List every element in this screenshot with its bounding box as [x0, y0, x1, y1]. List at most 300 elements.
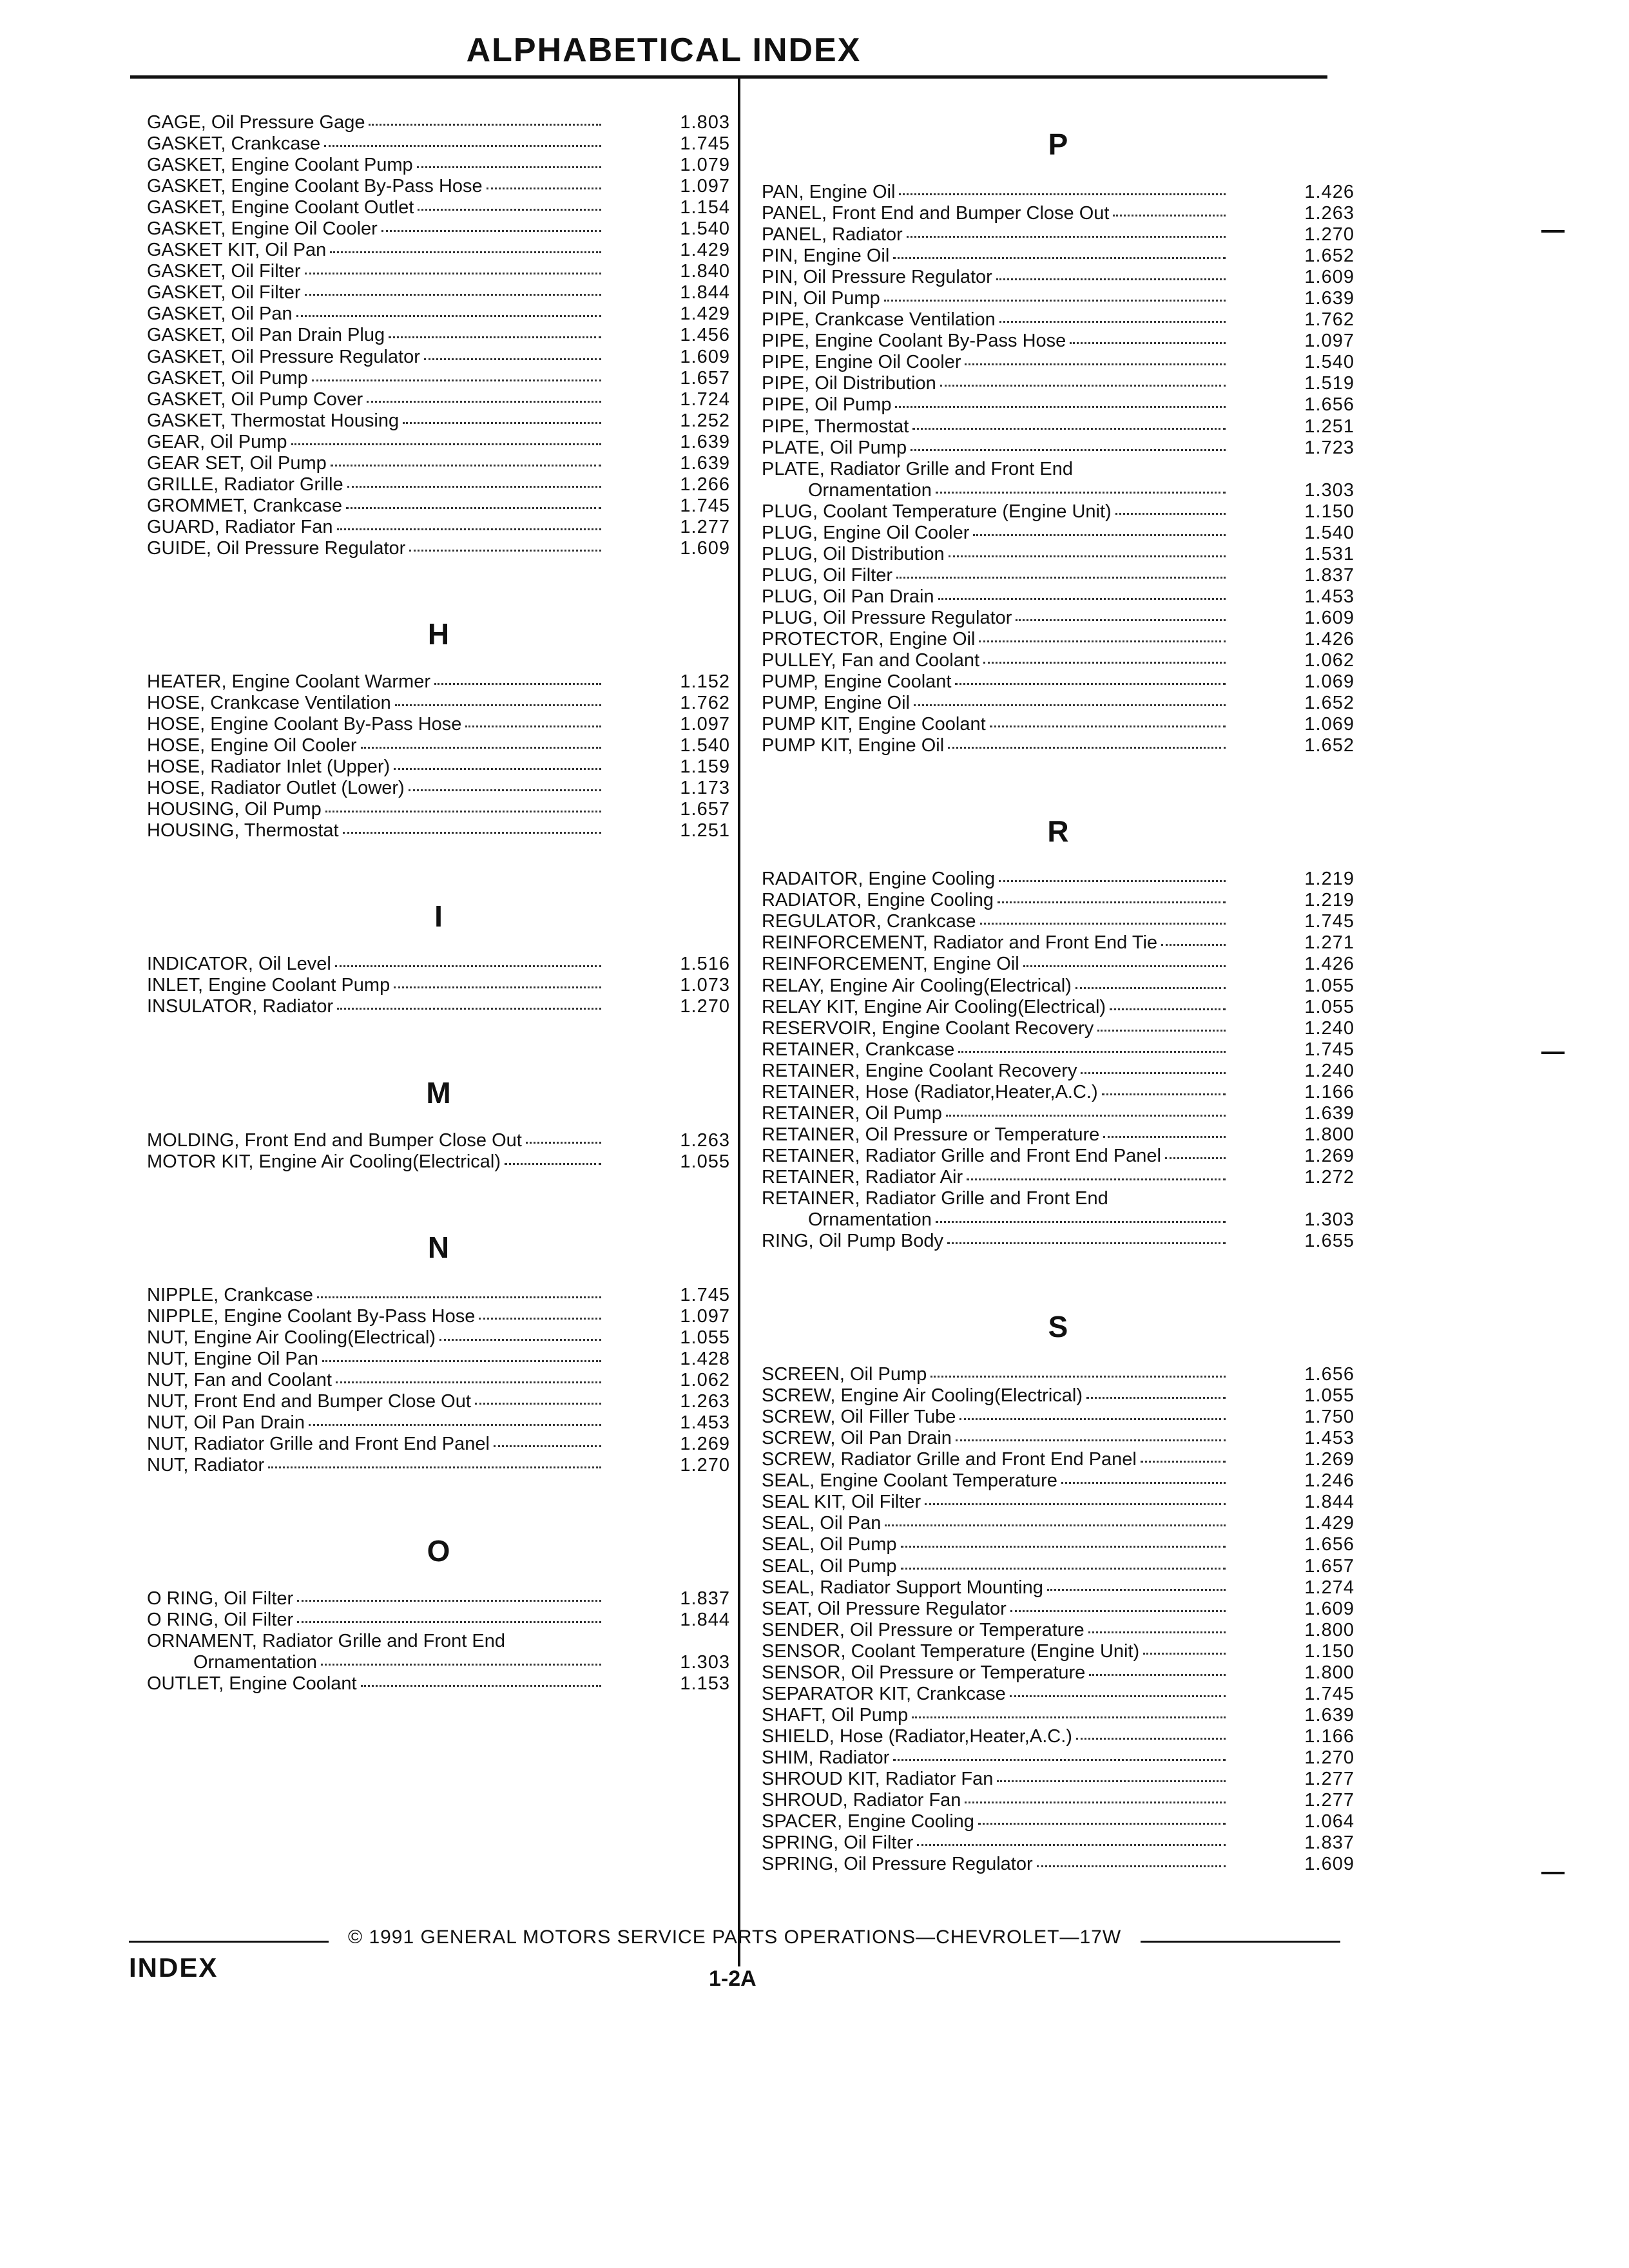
index-entry: [147, 778, 730, 799]
index-entry-continuation: Ornamentation: [193, 1652, 317, 1673]
index-entry-page: 1.251: [680, 820, 730, 841]
index-entry-page: 1.453: [680, 1412, 730, 1433]
leader-dots: [958, 1038, 1226, 1053]
index-entry-page: 1.240: [1304, 1017, 1354, 1039]
index-entry: [762, 1449, 1354, 1470]
index-entry-page: 1.639: [1304, 288, 1354, 309]
index-entry-page: 1.723: [1304, 437, 1354, 458]
index-entry-page: 1.252: [680, 410, 730, 431]
section-letter: M: [426, 1075, 451, 1110]
index-entry-page: 1.656: [1304, 1534, 1354, 1555]
index-entry-page: 1.657: [1304, 1555, 1354, 1577]
index-entry-label: PLATE, Radiator Grille and Front End: [762, 458, 1074, 479]
index-entry-page: 1.428: [680, 1348, 730, 1369]
index-entry-page: 1.055: [680, 1327, 730, 1348]
index-entry-page: 1.097: [680, 1305, 730, 1327]
index-entry: [147, 517, 730, 538]
index-entry-page: 1.426: [1304, 954, 1354, 975]
index-entry-label: GASKET, Thermostat Housing: [147, 410, 400, 431]
index-entry: [147, 1652, 730, 1673]
index-entry: [762, 1492, 1354, 1513]
left-index-column: [147, 112, 730, 1695]
index-entry-label: SCREW, Engine Air Cooling(Electrical): [762, 1385, 1083, 1407]
index-entry: [762, 1790, 1354, 1811]
index-entry-label: PIPE, Thermostat: [762, 416, 909, 437]
index-entry: [762, 544, 1354, 565]
leader-dots: [949, 543, 1226, 557]
index-entry: [762, 932, 1354, 954]
index-entry-page: 1.303: [1304, 479, 1354, 501]
index-entry-label: SPRING, Oil Pressure Regulator: [762, 1854, 1033, 1875]
leader-dots: [381, 217, 601, 232]
index-entry-label: NUT, Engine Air Cooling(Electrical): [147, 1327, 436, 1348]
index-entry-page: 1.055: [1304, 996, 1354, 1017]
index-entry-label: INLET, Engine Coolant Pump: [147, 975, 390, 996]
index-entry-label: GAGE, Oil Pressure Gage: [147, 112, 365, 133]
index-entry-label: GASKET, Oil Pan: [147, 303, 293, 325]
leader-dots: [997, 1767, 1226, 1782]
leader-dots: [312, 367, 601, 381]
index-entry: [762, 416, 1354, 437]
index-entry: [762, 714, 1354, 735]
index-entry: [147, 155, 730, 176]
leader-dots: [956, 1427, 1226, 1441]
index-entry-page: 1.269: [1304, 1449, 1354, 1470]
index-entry: [762, 373, 1354, 394]
index-entry: [762, 203, 1354, 224]
leader-dots: [424, 345, 601, 360]
index-entry-page: 1.609: [1304, 1598, 1354, 1619]
margin-mark: [1541, 230, 1565, 233]
index-entry-label: GASKET, Engine Coolant Outlet: [147, 197, 414, 218]
index-entry-label: SPACER, Engine Cooling: [762, 1811, 974, 1832]
index-entry-label: NIPPLE, Engine Coolant By-Pass Hose: [147, 1305, 476, 1327]
index-entry-label: SHIM, Radiator: [762, 1747, 890, 1768]
index-entry: [762, 331, 1354, 352]
index-entry: [147, 261, 730, 282]
leader-dots: [1081, 1059, 1226, 1074]
leader-dots: [439, 1326, 601, 1341]
index-entry-label: NUT, Engine Oil Pan: [147, 1348, 318, 1369]
leader-dots: [990, 713, 1226, 727]
index-entry-page: 1.652: [1304, 245, 1354, 267]
index-entry-label: HOSE, Radiator Outlet (Lower): [147, 778, 405, 799]
index-entry-label: HEATER, Engine Coolant Warmer: [147, 671, 430, 692]
leader-dots: [305, 281, 602, 296]
leader-dots: [893, 244, 1226, 259]
leader-dots: [912, 1704, 1226, 1718]
index-entry-page: 1.270: [1304, 224, 1354, 245]
index-entry: [762, 1662, 1354, 1684]
leader-dots: [1016, 606, 1226, 621]
index-entry-page: 1.803: [680, 112, 730, 133]
leader-dots: [959, 1405, 1226, 1420]
index-entry-label: GASKET, Oil Pressure Regulator: [147, 346, 420, 367]
index-entry-page: 1.097: [680, 176, 730, 197]
index-entry: [147, 820, 730, 841]
index-entry-label: RING, Oil Pump Body: [762, 1231, 944, 1252]
index-entry-label: RETAINER, Radiator Air: [762, 1166, 963, 1187]
index-entry-label: SHROUD, Radiator Fan: [762, 1790, 961, 1811]
footer-rule-right: [1141, 1941, 1340, 1943]
index-entry-label: SEAL, Radiator Support Mounting: [762, 1577, 1043, 1598]
leader-dots: [1097, 1017, 1226, 1032]
index-entry: [762, 437, 1354, 459]
index-entry-page: 1.837: [680, 1588, 730, 1610]
index-entry-label: GEAR SET, Oil Pump: [147, 452, 327, 474]
title-rule: [130, 75, 1327, 79]
index-entry-page: 1.750: [1304, 1407, 1354, 1428]
index-entry-label: SEAL, Oil Pan: [762, 1513, 882, 1534]
index-entry-page: 1.762: [1304, 309, 1354, 331]
index-entry-label: GASKET KIT, Oil Pan: [147, 240, 327, 261]
leader-dots: [930, 1363, 1226, 1378]
index-entry-page: 1.762: [680, 693, 730, 714]
leader-dots: [940, 372, 1226, 387]
index-entry-page: 1.079: [680, 155, 730, 176]
index-entry: [762, 1747, 1354, 1769]
index-entry-page: 1.303: [680, 1652, 730, 1673]
index-entry-label: REINFORCEMENT, Radiator and Front End Tie: [762, 932, 1158, 954]
index-entry: [762, 1146, 1354, 1167]
index-entry-page: 1.745: [680, 1284, 730, 1305]
index-entry-label: SEAL, Oil Pump: [762, 1555, 897, 1577]
index-entry-page: 1.097: [1304, 331, 1354, 352]
index-entry-label: GEAR, Oil Pump: [147, 431, 287, 452]
column-divider: [738, 79, 740, 1966]
index-entry-page: 1.073: [680, 975, 730, 996]
leader-dots: [1088, 1619, 1226, 1633]
index-entry-page: 1.064: [1304, 1811, 1354, 1832]
index-entry: [762, 352, 1354, 373]
index-entry: [147, 432, 730, 453]
index-entry: [147, 347, 730, 368]
leader-dots: [494, 1432, 601, 1447]
index-entry: [762, 245, 1354, 267]
leader-dots: [947, 1229, 1226, 1244]
leader-dots: [367, 388, 601, 403]
index-entry-page: 1.800: [1304, 1124, 1354, 1145]
index-entry-label: GRILLE, Radiator Grille: [147, 474, 343, 495]
index-entry-label: GASKET, Crankcase: [147, 133, 321, 155]
leader-dots: [1103, 1123, 1226, 1138]
index-entry-label: GASKET, Engine Oil Cooler: [147, 218, 378, 240]
index-entry-label: PLUG, Oil Pressure Regulator: [762, 607, 1012, 628]
index-entry-label: SEAL, Oil Pump: [762, 1534, 897, 1555]
leader-dots: [321, 1651, 601, 1666]
leader-dots: [305, 260, 602, 274]
index-entry: [762, 1167, 1354, 1188]
leader-dots: [418, 196, 601, 211]
leader-dots: [330, 238, 601, 253]
index-entry: [147, 1285, 730, 1306]
index-entry: [147, 389, 730, 410]
leader-dots: [403, 409, 601, 424]
index-entry-label: PLUG, Oil Pan Drain: [762, 586, 934, 607]
index-entry: [147, 368, 730, 389]
index-entry-label: GASKET, Engine Coolant Pump: [147, 155, 413, 176]
index-entry-label: PUMP, Engine Oil: [762, 693, 910, 714]
index-entry: [762, 1620, 1354, 1641]
index-entry-page: 1.270: [680, 1454, 730, 1475]
index-entry-label: GASKET, Oil Filter: [147, 282, 301, 303]
index-entry-label: HOUSING, Oil Pump: [147, 799, 322, 820]
index-entry: [147, 975, 730, 996]
leader-dots: [337, 515, 602, 530]
index-entry: [147, 176, 730, 197]
index-entry-label: PIPE, Oil Pump: [762, 394, 892, 416]
leader-dots: [907, 223, 1226, 238]
index-entry: [762, 1534, 1354, 1555]
index-entry: [147, 1151, 730, 1173]
index-entry-page: 1.639: [680, 431, 730, 452]
leader-dots: [978, 1810, 1226, 1825]
index-entry-page: 1.655: [1304, 1231, 1354, 1252]
index-entry-label: NUT, Radiator Grille and Front End Panel: [147, 1433, 490, 1454]
index-entry-page: 1.639: [680, 452, 730, 474]
index-entry: [147, 325, 730, 346]
leader-dots: [914, 691, 1226, 706]
leader-dots: [409, 776, 601, 791]
margin-mark: [1541, 1872, 1565, 1874]
index-entry: [147, 954, 730, 975]
leader-dots: [475, 1390, 601, 1405]
leader-dots: [291, 430, 601, 445]
index-entry-page: 1.166: [1304, 1081, 1354, 1102]
leader-dots: [895, 393, 1226, 408]
index-entry: [762, 1513, 1354, 1534]
index-entry: [762, 1684, 1354, 1705]
index-entry-label: PIPE, Engine Oil Cooler: [762, 352, 961, 373]
index-entry-page: 1.055: [1304, 975, 1354, 996]
index-entry: [762, 671, 1354, 693]
index-entry: [147, 1306, 730, 1327]
index-entry-page: 1.274: [1304, 1577, 1354, 1598]
index-entry-label: SCREW, Oil Pan Drain: [762, 1428, 952, 1449]
index-entry-page: 1.657: [680, 799, 730, 820]
index-entry-page: 1.516: [680, 954, 730, 975]
leader-dots: [996, 265, 1226, 280]
index-entry-page: 1.652: [1304, 693, 1354, 714]
leader-dots: [999, 308, 1226, 323]
index-entry-page: 1.724: [680, 389, 730, 410]
index-entry: [147, 240, 730, 261]
index-entry-page: 1.453: [1304, 586, 1354, 607]
index-entry-page: 1.219: [1304, 869, 1354, 890]
index-entry: [147, 1391, 730, 1412]
leader-dots: [979, 628, 1226, 642]
index-entry-label: SHROUD KIT, Radiator Fan: [762, 1769, 994, 1789]
leader-dots: [1010, 1682, 1226, 1697]
index-entry: [762, 975, 1354, 997]
index-entry-page: 1.263: [680, 1390, 730, 1412]
index-entry-label: NUT, Oil Pan Drain: [147, 1412, 305, 1433]
leader-dots: [1086, 1384, 1226, 1399]
leader-dots: [1070, 329, 1226, 344]
leader-dots: [505, 1150, 601, 1165]
leader-dots: [417, 153, 601, 168]
leader-dots: [901, 1555, 1226, 1570]
index-entry: [147, 474, 730, 495]
index-entry-page: 1.159: [680, 756, 730, 778]
index-entry: [762, 1726, 1354, 1747]
index-entry-label: HOUSING, Thermostat: [147, 820, 339, 841]
leader-dots: [1023, 952, 1226, 967]
index-entry-page: 1.745: [1304, 1683, 1354, 1704]
leader-dots: [1115, 500, 1226, 515]
index-entry: [147, 996, 730, 1017]
index-entry-page: 1.639: [1304, 1102, 1354, 1124]
leader-dots: [346, 494, 601, 509]
leader-dots: [1161, 931, 1226, 946]
index-entry-page: 1.656: [1304, 1364, 1354, 1385]
index-entry-page: 1.456: [680, 325, 730, 346]
index-entry-page: 1.270: [680, 996, 730, 1017]
index-entry-page: 1.097: [680, 714, 730, 735]
page-number: 1-2A: [709, 1966, 757, 1991]
index-entry-label: RETAINER, Engine Coolant Recovery: [762, 1060, 1077, 1081]
index-entry: [147, 197, 730, 218]
index-entry-page: 1.540: [1304, 352, 1354, 373]
index-entry-page: 1.745: [680, 133, 730, 155]
leader-dots: [268, 1454, 601, 1468]
index-entry-page: 1.639: [1304, 1704, 1354, 1725]
index-entry-page: 1.745: [1304, 1039, 1354, 1060]
index-entry-page: 1.837: [1304, 1832, 1354, 1854]
index-entry-label: PANEL, Front End and Bumper Close Out: [762, 203, 1110, 224]
index-entry: [762, 1385, 1354, 1407]
index-entry: [762, 501, 1354, 523]
index-entry: [762, 1407, 1354, 1428]
leader-dots: [337, 995, 601, 1010]
section-letter: I: [434, 899, 443, 934]
index-entry-label: GASKET, Engine Coolant By-Pass Hose: [147, 176, 483, 197]
index-entry: [762, 1061, 1354, 1082]
index-entry-label: HOSE, Engine Oil Cooler: [147, 735, 357, 756]
section-letter: N: [427, 1230, 450, 1264]
index-entry-label: HOSE, Engine Coolant By-Pass Hose: [147, 714, 462, 735]
index-entry-label: PUMP KIT, Engine Coolant: [762, 714, 986, 735]
index-entry-page: 1.166: [1304, 1725, 1354, 1747]
index-entry-label: O RING, Oil Filter: [147, 1610, 294, 1631]
index-entry-label: PLATE, Oil Pump: [762, 437, 907, 458]
index-entry: [762, 869, 1354, 890]
index-entry: [147, 1455, 730, 1476]
index-entry-label: PLUG, Oil Distribution: [762, 543, 945, 564]
leader-dots: [1037, 1852, 1226, 1867]
index-entry: [147, 495, 730, 517]
index-entry: [762, 608, 1354, 629]
index-entry: [762, 1018, 1354, 1039]
index-entry-page: 1.609: [1304, 607, 1354, 628]
index-entry-label: GROMMET, Crankcase: [147, 495, 342, 516]
index-entry-label: SENSOR, Oil Pressure or Temperature: [762, 1662, 1086, 1683]
index-entry-label: NUT, Front End and Bumper Close Out: [147, 1390, 471, 1412]
index-entry: [762, 997, 1354, 1018]
leader-dots: [389, 323, 601, 338]
leader-dots: [1076, 1725, 1226, 1740]
index-entry-page: 1.154: [680, 197, 730, 218]
index-entry-page: 1.844: [680, 1610, 730, 1631]
leader-dots: [885, 1512, 1226, 1526]
index-entry: [147, 799, 730, 820]
leader-dots: [297, 1608, 601, 1623]
index-entry-label: PLUG, Oil Filter: [762, 564, 893, 586]
leader-dots: [1141, 1448, 1226, 1463]
index-entry: [762, 650, 1354, 671]
index-entry-label: GASKET, Oil Filter: [147, 261, 301, 282]
index-entry-label: HOSE, Crankcase Ventilation: [147, 693, 391, 714]
index-entry-page: 1.055: [1304, 1385, 1354, 1407]
index-entry-label: RELAY KIT, Engine Air Cooling(Electrical): [762, 996, 1106, 1017]
index-entry-page: 1.531: [1304, 543, 1354, 564]
index-entry-label: PIN, Engine Oil: [762, 245, 890, 267]
index-entry-page: 1.251: [1304, 416, 1354, 437]
index-entry: [762, 1082, 1354, 1103]
index-entry-label: SCREEN, Oil Pump: [762, 1364, 927, 1385]
section-letter: R: [1047, 814, 1069, 849]
index-entry-label: SCREW, Radiator Grille and Front End Panel: [762, 1449, 1137, 1470]
index-entry: [147, 1370, 730, 1391]
index-entry-label: SENDER, Oil Pressure or Temperature: [762, 1619, 1084, 1640]
leader-dots: [322, 1347, 601, 1362]
index-entry: [147, 1327, 730, 1349]
leader-dots: [1061, 1469, 1226, 1484]
index-entry-page: 1.429: [680, 240, 730, 261]
leader-dots: [901, 1533, 1226, 1548]
margin-mark: [1541, 1052, 1565, 1054]
index-entry-page: 1.800: [1304, 1662, 1354, 1683]
leader-dots: [325, 798, 601, 812]
index-entry: [147, 1588, 730, 1610]
index-entry-page: 1.062: [1304, 650, 1354, 671]
leader-dots: [884, 287, 1226, 302]
index-entry-label: O RING, Oil Filter: [147, 1588, 294, 1610]
index-entry-page: 1.269: [1304, 1145, 1354, 1166]
index-entry: [762, 1769, 1354, 1790]
index-entry: [147, 1349, 730, 1370]
index-entry-page: 1.150: [1304, 1640, 1354, 1662]
index-entry: [762, 1599, 1354, 1620]
leader-dots: [361, 734, 601, 749]
index-entry-page: 1.609: [680, 346, 730, 367]
index-entry-page: 1.426: [1304, 182, 1354, 202]
index-entry-continuation: Ornamentation: [808, 1209, 932, 1231]
leader-dots: [955, 670, 1226, 685]
leader-dots: [409, 537, 601, 552]
index-entry-label: GASKET, Oil Pump Cover: [147, 389, 363, 410]
index-entry-page: 1.540: [680, 218, 730, 240]
index-entry-page: 1.800: [1304, 1619, 1354, 1640]
index-entry-page: 1.844: [680, 282, 730, 303]
index-entry: [762, 586, 1354, 608]
index-entry-label: REGULATOR, Crankcase: [762, 911, 976, 932]
index-entry-label: PROTECTOR, Engine Oil: [762, 628, 976, 649]
index-entry-label: PIPE, Engine Coolant By-Pass Hose: [762, 331, 1066, 352]
section-letter: O: [427, 1534, 450, 1568]
index-entry-page: 1.153: [680, 1673, 730, 1695]
leader-dots: [395, 691, 601, 706]
index-entry-label: RADIATOR, Engine Cooling: [762, 890, 994, 911]
leader-dots: [936, 479, 1226, 494]
leader-dots: [965, 351, 1226, 365]
index-entry-page: 1.609: [1304, 267, 1354, 288]
index-entry: [147, 1412, 730, 1434]
index-entry-label: RELAY, Engine Air Cooling(Electrical): [762, 975, 1072, 996]
index-entry-label: GASKET, Oil Pan Drain Plug: [147, 325, 385, 346]
index-entry-page: 1.609: [680, 537, 730, 559]
index-entry: [147, 218, 730, 240]
